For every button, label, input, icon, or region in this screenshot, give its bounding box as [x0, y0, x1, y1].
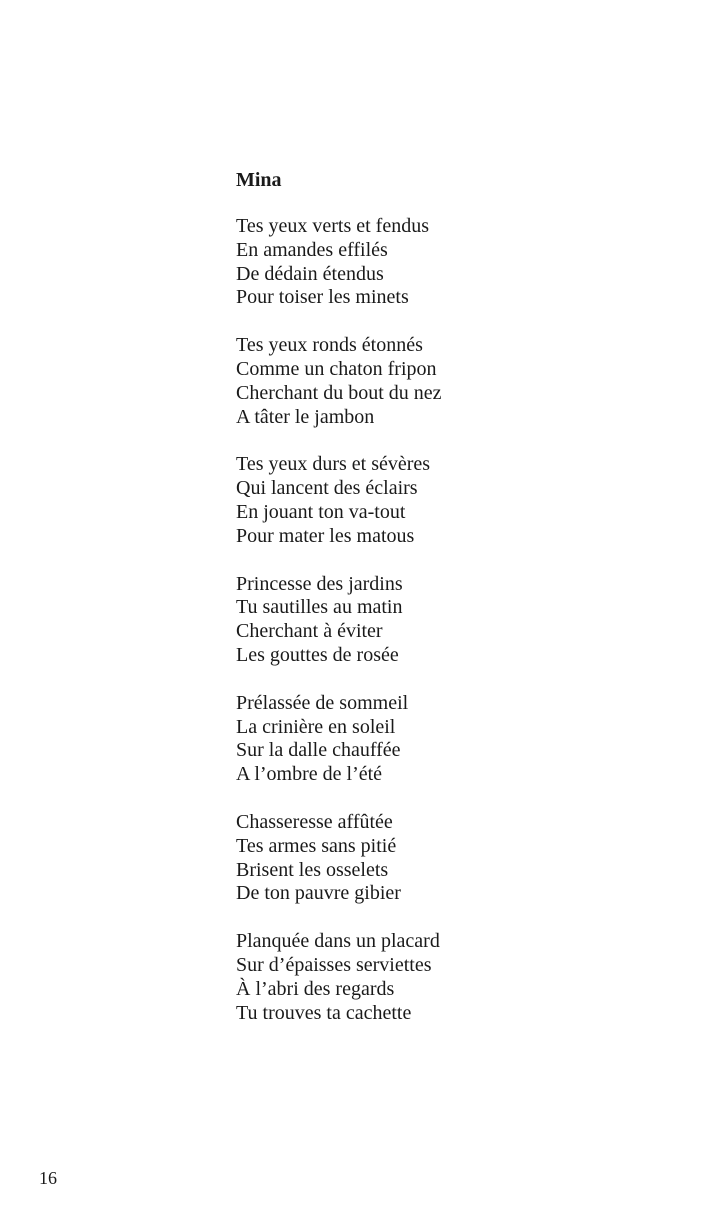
poem-line: La crinière en soleil	[236, 715, 396, 738]
poem	[236, 168, 676, 1049]
poem-line: À l’abri des regards	[236, 977, 395, 1000]
stanza-7	[236, 930, 676, 1025]
stanza-2	[236, 334, 676, 429]
stanza-5	[236, 692, 676, 787]
poem-line: Tes armes sans pitié	[236, 834, 397, 857]
poem-line: Cherchant du bout du nez	[236, 381, 442, 404]
poem-line: Comme un chaton fripon	[236, 357, 437, 380]
poem-line: Cherchant à éviter	[236, 620, 383, 643]
poem-line: Pour toiser les minets	[236, 286, 409, 309]
poem-line: Planquée dans un placard	[236, 930, 440, 953]
poem-line: Qui lancent des éclairs	[236, 477, 418, 500]
poem-line: Tes yeux ronds étonnés	[236, 334, 423, 357]
poem-line: A tâter le jambon	[236, 405, 375, 428]
page-number: 16	[39, 1168, 57, 1188]
poem-line: Chasseresse affûtée	[236, 810, 393, 833]
stanza-3	[236, 453, 676, 548]
poem-line: En amandes effilés	[236, 238, 388, 261]
poem-line: Tes yeux durs et sévères	[236, 453, 431, 476]
poem-line: Brisent les osselets	[236, 858, 389, 881]
poem-line: Sur la dalle chauffée	[236, 739, 401, 762]
poem-line: Princesse des jardins	[236, 572, 403, 595]
poem-line: Tu trouves ta cachette	[236, 1001, 412, 1024]
poem-line: Tes yeux verts et fendus	[236, 215, 429, 237]
poem-line: De ton pauvre gibier	[236, 882, 401, 905]
poem-title: Mina	[236, 169, 282, 191]
poem-line: Les gouttes de rosée	[236, 643, 399, 666]
poem-line: Pour mater les matous	[236, 524, 415, 547]
stanza-6	[236, 811, 676, 906]
poem-line: A l’ombre de l’été	[236, 763, 383, 786]
stanza-1	[236, 215, 676, 310]
poem-line: En jouant ton va-tout	[236, 500, 406, 523]
poem-line: Prélassée de sommeil	[236, 691, 409, 714]
poem-line: De dédain étendus	[236, 262, 384, 285]
poem-line: Tu sautilles au matin	[236, 596, 403, 619]
poem-line: Sur d’épaisses serviettes	[236, 953, 432, 976]
stanza-4	[236, 573, 676, 668]
